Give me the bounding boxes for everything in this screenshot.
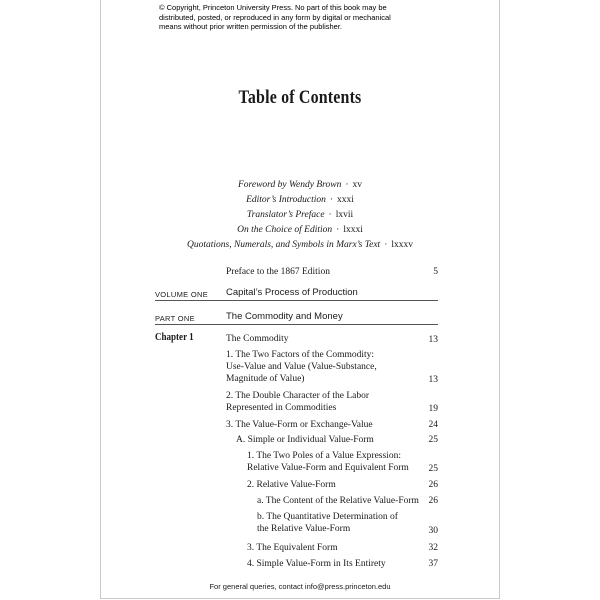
front-matter-page: xxxi [337, 195, 354, 205]
toc-page-number: 19 [428, 404, 438, 414]
front-matter-item[interactable] [100, 179, 500, 191]
front-matter-page: lxvii [335, 210, 354, 220]
part-title[interactable]: The Commodity and Money [226, 311, 343, 322]
toc-entry-line: 2. The Double Character of the Labor [226, 391, 370, 401]
toc-entry[interactable] [236, 434, 374, 446]
front-matter-title: On the Choice of Edition [237, 225, 333, 235]
toc-entry[interactable] [247, 450, 409, 474]
front-matter-page: xv [352, 180, 363, 190]
toc-page-number: 25 [428, 435, 438, 445]
toc-page-number: 37 [428, 559, 438, 569]
toc-page-number: 13 [428, 335, 438, 345]
front-matter-title: Editor’s Introduction [246, 195, 326, 205]
toc-page-number: 30 [428, 526, 438, 536]
copyright-notice [159, 3, 419, 32]
toc-entry-line: Represented in Commodities [226, 403, 337, 413]
front-matter-page: lxxxi [343, 225, 363, 235]
toc-page-number: 32 [428, 543, 438, 553]
separator-dot: · [384, 240, 388, 250]
front-matter-item[interactable] [100, 209, 500, 221]
separator-dot: · [328, 210, 332, 220]
front-matter-page: lxxxv [391, 240, 413, 250]
separator-dot: · [345, 180, 349, 190]
toc-entry-line: Relative Value-Form and Equivalent Form [247, 463, 409, 473]
toc-entry[interactable] [247, 558, 386, 570]
separator-dot: · [336, 225, 340, 235]
toc-entry-chapter-title[interactable]: The Commodity [226, 334, 289, 344]
toc-entry-line: 4. Simple Value-Form in Its Entirety [247, 559, 386, 569]
toc-entry-line: 1. The Two Poles of a Value Expression: [247, 451, 401, 461]
volume-title[interactable]: Capital’s Process of Production [226, 287, 358, 298]
front-matter-title: Quotations, Numerals, and Symbols in Marx’s Text [187, 240, 381, 250]
part-label: PART ONE [155, 314, 195, 323]
separator-dot: · [329, 195, 334, 205]
footer-contact: For general queries, contact info@press.princeton.edu [209, 582, 391, 591]
toc-entry[interactable] [257, 511, 398, 535]
toc-page-number: 25 [428, 464, 438, 474]
toc-entry[interactable] [247, 542, 338, 554]
toc-page-number: 24 [428, 420, 438, 430]
front-matter-title: Translator’s Preface [246, 210, 325, 220]
toc-page-number: 26 [428, 480, 438, 490]
copyright-line: distributed, posted, or reproduced in any form by digital or mechanical [159, 12, 391, 22]
toc-entry[interactable] [257, 495, 419, 507]
toc-entry-line: Magnitude of Value) [226, 374, 305, 384]
divider [155, 324, 438, 325]
toc-entry[interactable] [226, 349, 377, 385]
toc-entry-preface[interactable]: Preface to the 1867 Edition [226, 267, 330, 277]
front-matter-item[interactable] [100, 239, 500, 251]
toc-entry-line: Use-Value and Value (Value-Substance, [226, 362, 377, 372]
toc-page-number: 5 [433, 267, 438, 277]
toc-entry-line: the Relative Value-Form [257, 524, 351, 534]
chapter-label: Chapter 1 [155, 331, 194, 343]
toc-page-number: 13 [428, 375, 438, 385]
toc-entry[interactable] [247, 479, 336, 491]
front-matter-title: Foreword by Wendy Brown [237, 180, 342, 190]
toc-entry-line: 3. The Equivalent Form [247, 543, 338, 553]
divider [155, 300, 438, 301]
front-matter-item[interactable] [100, 224, 500, 236]
toc-entry-line: 1. The Two Factors of the Commodity: [226, 350, 375, 360]
copyright-line: © Copyright, Princeton University Press. No part of this book may be [159, 3, 387, 12]
toc-entry-line: 3. The Value-Form or Exchange-Value [226, 420, 373, 430]
toc-entry[interactable] [226, 419, 373, 431]
toc-entry-line: a. The Content of the Relative Value-Form [257, 496, 419, 506]
copyright-line: means without prior written permission of the publisher. [159, 22, 343, 31]
toc-entry[interactable] [226, 390, 369, 414]
toc-entry-line: A. Simple or Individual Value-Form [236, 435, 374, 445]
toc-entry-line: 2. Relative Value-Form [247, 480, 336, 490]
front-matter-item[interactable] [100, 194, 500, 206]
page-title: Table of Contents [238, 87, 362, 108]
toc-entry-line: b. The Quantitative Determination of [257, 512, 398, 522]
toc-page-number: 26 [428, 496, 438, 506]
volume-label: VOLUME ONE [155, 290, 209, 299]
